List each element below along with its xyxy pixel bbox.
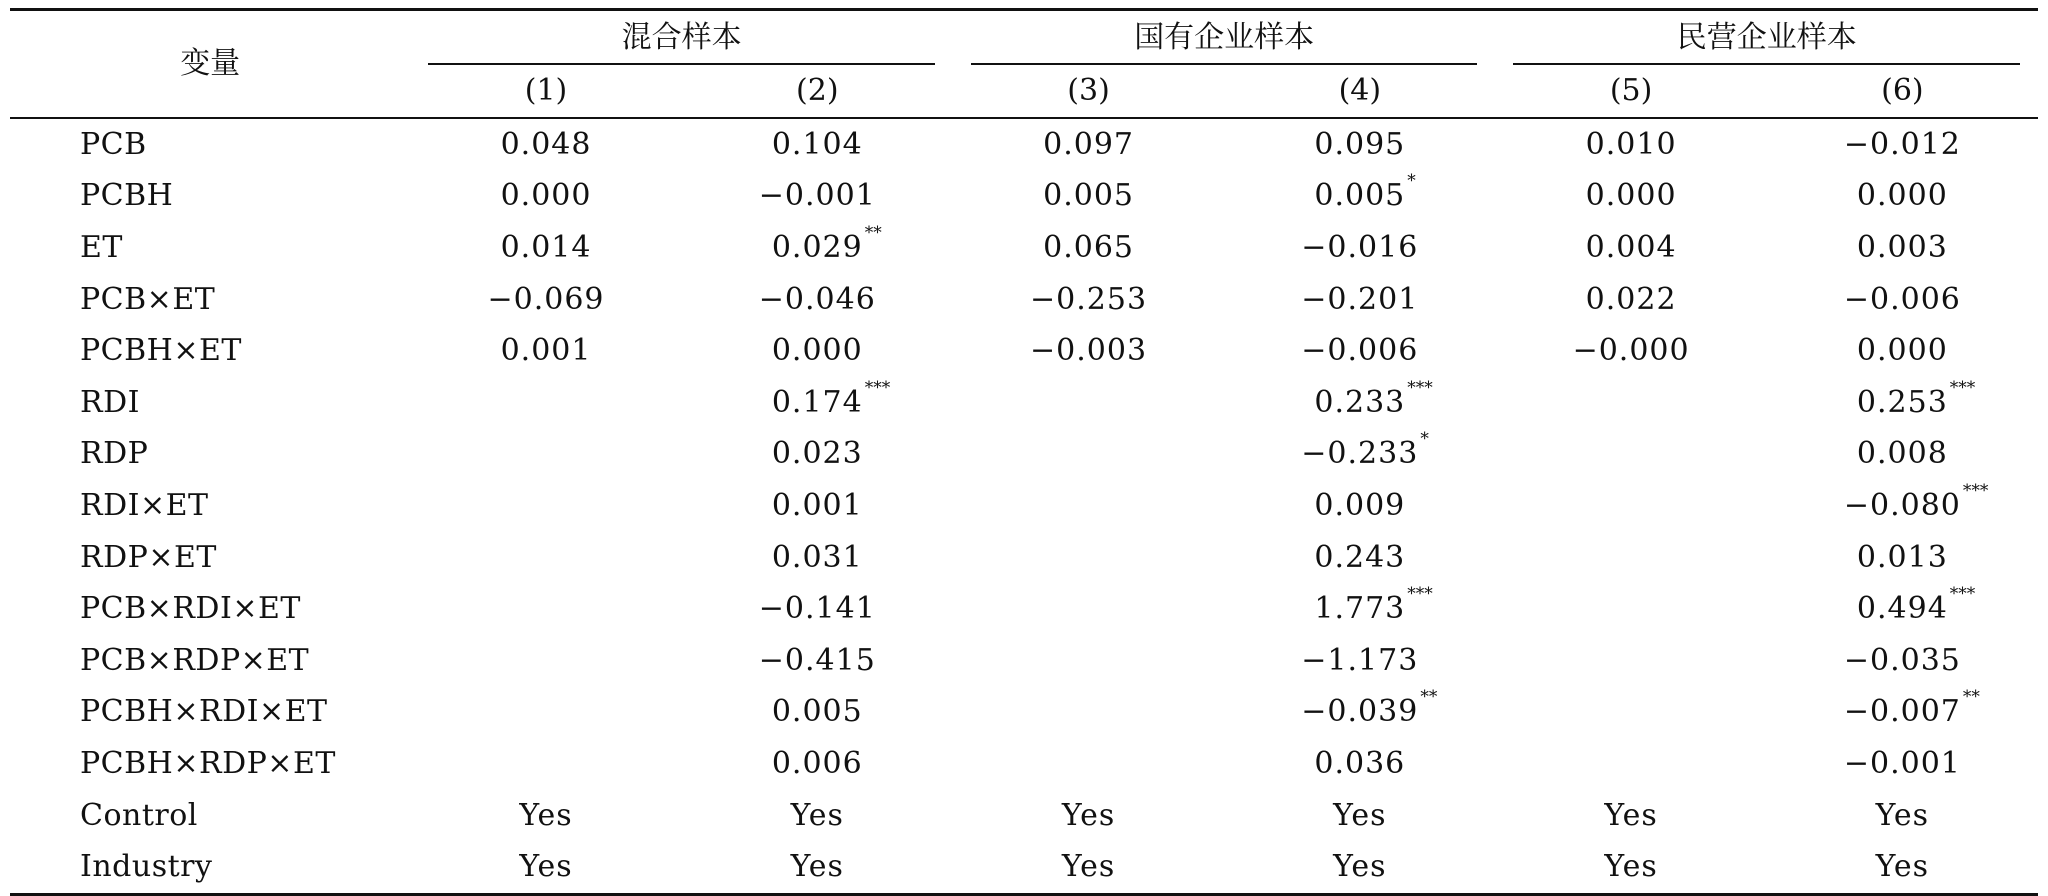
coefficient-value-wrap — [1043, 126, 1134, 162]
coefficient-value-wrap — [771, 333, 863, 369]
coefficient-value-wrap — [1843, 745, 1961, 781]
column-number: (6) — [1767, 65, 2038, 118]
significance-stars: ** — [1962, 687, 1980, 708]
coefficient-value: 0.065 — [1043, 229, 1134, 265]
coefficient-value: Yes — [1604, 849, 1658, 885]
coefficient-value: Yes — [1333, 797, 1387, 833]
coefficient-cell — [682, 118, 953, 171]
coefficient-value-wrap — [1314, 539, 1406, 575]
coefficient-cell — [1224, 790, 1495, 842]
coefficient-value-wrap — [1301, 281, 1419, 317]
table-row — [10, 687, 2038, 739]
coefficient-value: −0.001 — [758, 178, 876, 214]
coefficient-value: 0.104 — [771, 126, 863, 162]
coefficient-cell — [682, 841, 953, 894]
significance-stars: *** — [1407, 584, 1433, 605]
coefficient-value: 0.013 — [1856, 539, 1948, 575]
coefficient-cell — [682, 635, 953, 687]
coefficient-value-wrap — [1301, 687, 1438, 730]
coefficient-cell — [1767, 377, 2038, 429]
coefficient-value: 0.010 — [1585, 126, 1677, 162]
coefficient-cell — [953, 222, 1224, 274]
coefficient-cell — [953, 841, 1224, 894]
coefficient-value: −0.001 — [1843, 745, 1961, 781]
group-header-state-owned — [953, 10, 1496, 66]
coefficient-value: −0.141 — [758, 591, 876, 627]
coefficient-value-wrap — [1030, 333, 1148, 369]
coefficient-cell — [410, 532, 681, 584]
coefficient-cell — [1224, 532, 1495, 584]
coefficient-value-wrap — [1843, 126, 1961, 162]
coefficient-value-wrap — [1856, 178, 1948, 214]
coefficient-value-wrap — [500, 333, 592, 369]
row-variable-label: Control — [80, 797, 198, 833]
coefficient-cell — [1224, 171, 1495, 223]
table-row — [10, 429, 2038, 481]
coefficient-cell — [1495, 480, 1766, 532]
coefficient-cell — [953, 118, 1224, 171]
group-header-pooled-label: 混合样本 — [621, 20, 742, 55]
coefficient-value: 0.003 — [1856, 229, 1948, 265]
column-number: (3) — [953, 65, 1224, 118]
coefficient-value: 0.023 — [771, 436, 863, 472]
coefficient-cell — [682, 325, 953, 377]
row-variable-label: RDI — [80, 384, 140, 420]
coefficient-cell — [1767, 635, 2038, 687]
coefficient-cell — [1767, 532, 2038, 584]
coefficient-value: 0.243 — [1314, 539, 1406, 575]
coefficient-value-wrap — [1604, 849, 1658, 885]
row-variable-label: RDP — [80, 436, 149, 472]
coefficient-value-wrap — [1301, 333, 1419, 369]
group-underline — [1513, 63, 2020, 65]
coefficient-value-wrap — [1301, 429, 1429, 472]
coefficient-cell — [1495, 222, 1766, 274]
row-variable-label: PCBH×RDP×ET — [80, 745, 336, 781]
coefficient-cell — [1767, 274, 2038, 326]
coefficient-cell — [1495, 325, 1766, 377]
coefficient-value: 0.095 — [1314, 126, 1406, 162]
coefficient-value-wrap — [1301, 229, 1419, 265]
coefficient-cell — [1767, 841, 2038, 894]
coefficient-cell — [1224, 377, 1495, 429]
coefficient-cell — [682, 480, 953, 532]
coefficient-cell — [953, 790, 1224, 842]
variable-header: 变量 — [10, 10, 410, 119]
group-header-pooled — [410, 10, 953, 66]
coefficient-cell — [1495, 532, 1766, 584]
coefficient-value: −0.039 — [1301, 694, 1419, 730]
coefficient-value: −0.035 — [1843, 642, 1961, 678]
coefficient-value-wrap — [1856, 436, 1948, 472]
coefficient-cell — [953, 738, 1224, 790]
coefficient-value-wrap — [1856, 584, 1976, 627]
coefficient-value: 0.000 — [1585, 178, 1677, 214]
coefficient-value: 0.000 — [1856, 178, 1948, 214]
coefficient-cell — [682, 532, 953, 584]
coefficient-cell — [410, 377, 681, 429]
coefficient-value: −0.006 — [1301, 333, 1419, 369]
coefficient-value-wrap — [1875, 797, 1930, 833]
table-row — [10, 790, 2038, 842]
coefficient-cell — [682, 687, 953, 739]
coefficient-cell — [1224, 325, 1495, 377]
coefficient-cell — [410, 325, 681, 377]
coefficient-value: 0.008 — [1856, 436, 1948, 472]
coefficient-cell — [682, 274, 953, 326]
regression-table — [10, 8, 2038, 896]
coefficient-cell — [410, 841, 681, 894]
table-row — [10, 532, 2038, 584]
table-body — [10, 118, 2038, 894]
group-header-state-owned-label: 国有企业样本 — [1134, 20, 1315, 55]
coefficient-value: 0.036 — [1314, 745, 1406, 781]
coefficient-cell — [1495, 429, 1766, 481]
coefficient-cell — [410, 635, 681, 687]
coefficient-cell — [1767, 222, 2038, 274]
coefficient-cell — [953, 325, 1224, 377]
coefficient-value-wrap — [1043, 178, 1134, 214]
coefficient-value: 0.009 — [1314, 487, 1406, 523]
coefficient-value: −0.233 — [1301, 436, 1419, 472]
coefficient-value: 0.006 — [771, 745, 863, 781]
coefficient-value: Yes — [1333, 849, 1387, 885]
coefficient-cell — [682, 171, 953, 223]
coefficient-value-wrap — [1856, 539, 1948, 575]
coefficient-value-wrap — [771, 745, 863, 781]
table-row — [10, 480, 2038, 532]
coefficient-value: Yes — [1875, 849, 1930, 885]
coefficient-value-wrap — [1043, 229, 1134, 265]
coefficient-value-wrap — [1061, 797, 1116, 833]
column-number: (4) — [1224, 65, 1495, 118]
coefficient-value-wrap — [500, 229, 592, 265]
coefficient-cell — [410, 274, 681, 326]
coefficient-value-wrap — [790, 797, 844, 833]
coefficient-value: 0.029 — [771, 229, 863, 265]
regression-table-container — [10, 8, 2038, 896]
coefficient-cell — [682, 738, 953, 790]
significance-stars: ** — [864, 222, 882, 243]
significance-stars: *** — [1962, 480, 1989, 501]
coefficient-cell — [1224, 635, 1495, 687]
coefficient-value-wrap — [771, 222, 882, 265]
coefficient-cell — [1224, 583, 1495, 635]
coefficient-value: 0.014 — [500, 229, 592, 265]
coefficient-cell — [410, 790, 681, 842]
coefficient-value: 0.022 — [1585, 281, 1677, 317]
coefficient-value-wrap — [1856, 229, 1948, 265]
coefficient-value: 0.005 — [771, 694, 863, 730]
group-underline — [428, 63, 935, 65]
coefficient-value: 0.005 — [1314, 178, 1406, 214]
coefficient-value: −0.000 — [1572, 333, 1690, 369]
coefficient-value: 0.097 — [1043, 126, 1134, 162]
coefficient-cell — [1224, 222, 1495, 274]
coefficient-cell — [1224, 841, 1495, 894]
coefficient-cell — [1767, 325, 2038, 377]
coefficient-value-wrap — [1856, 377, 1976, 420]
coefficient-value: −0.201 — [1301, 281, 1419, 317]
row-variable-label: RDI×ET — [80, 487, 209, 523]
significance-stars: ** — [1420, 687, 1438, 708]
coefficient-value: 0.001 — [771, 487, 863, 523]
coefficient-cell — [1224, 687, 1495, 739]
coefficient-value: 0.253 — [1856, 384, 1948, 420]
coefficient-cell — [953, 377, 1224, 429]
coefficient-cell — [1495, 841, 1766, 894]
coefficient-cell — [1495, 687, 1766, 739]
coefficient-value-wrap — [1030, 281, 1148, 317]
coefficient-cell — [682, 222, 953, 274]
coefficient-value-wrap — [1843, 687, 1980, 730]
coefficient-cell — [1495, 377, 1766, 429]
row-variable-label: ET — [80, 229, 123, 265]
coefficient-value-wrap — [771, 487, 863, 523]
coefficient-cell — [1767, 480, 2038, 532]
coefficient-value-wrap — [519, 797, 573, 833]
coefficient-value-wrap — [1314, 377, 1433, 420]
coefficient-cell — [682, 583, 953, 635]
coefficient-value-wrap — [771, 126, 863, 162]
coefficient-cell — [953, 583, 1224, 635]
coefficient-value: Yes — [1061, 849, 1116, 885]
coefficient-value-wrap — [771, 694, 863, 730]
coefficient-value-wrap — [500, 178, 592, 214]
coefficient-cell — [1495, 583, 1766, 635]
coefficient-cell — [953, 480, 1224, 532]
row-variable-label: Industry — [10, 841, 410, 894]
coefficient-value: 0.494 — [1856, 591, 1948, 627]
row-variable-label: PCB×RDP×ET — [80, 642, 310, 678]
row-variable-label: PCBH×RDI×ET — [80, 694, 328, 730]
coefficient-value: 0.174 — [771, 384, 863, 420]
table-row — [10, 841, 2038, 894]
coefficient-value-wrap — [1843, 281, 1961, 317]
significance-stars: *** — [864, 377, 891, 398]
table-row — [10, 118, 2038, 171]
coefficient-value: 0.000 — [1856, 333, 1948, 369]
row-variable-label: PCB×RDI×ET — [80, 591, 301, 627]
coefficient-cell — [410, 687, 681, 739]
coefficient-value-wrap — [758, 591, 876, 627]
coefficient-cell — [682, 377, 953, 429]
table-row — [10, 738, 2038, 790]
significance-stars: *** — [1949, 377, 1976, 398]
significance-stars: *** — [1949, 584, 1976, 605]
coefficient-value: −0.415 — [758, 642, 876, 678]
coefficient-value-wrap — [1333, 849, 1387, 885]
coefficient-value: Yes — [519, 849, 573, 885]
coefficient-cell — [682, 790, 953, 842]
row-variable-label: PCBH×ET — [80, 333, 242, 369]
significance-stars: * — [1407, 171, 1416, 192]
column-number: (5) — [1495, 65, 1766, 118]
coefficient-cell — [1767, 583, 2038, 635]
coefficient-value: 0.004 — [1585, 229, 1677, 265]
coefficient-cell — [410, 429, 681, 481]
coefficient-cell — [1495, 790, 1766, 842]
coefficient-cell — [1767, 790, 2038, 842]
coefficient-value-wrap — [1572, 333, 1690, 369]
coefficient-cell — [1224, 480, 1495, 532]
coefficient-cell — [410, 583, 681, 635]
coefficient-cell — [1495, 738, 1766, 790]
coefficient-cell — [1767, 687, 2038, 739]
coefficient-value: −0.007 — [1843, 694, 1961, 730]
table-row — [10, 583, 2038, 635]
coefficient-value-wrap — [758, 281, 876, 317]
coefficient-value-wrap — [1604, 797, 1658, 833]
coefficient-value-wrap — [1875, 849, 1930, 885]
coefficient-cell — [953, 274, 1224, 326]
coefficient-value-wrap — [487, 281, 605, 317]
coefficient-value: −0.016 — [1301, 229, 1419, 265]
coefficient-value: −1.173 — [1301, 642, 1419, 678]
table-header — [10, 10, 2038, 119]
coefficient-cell — [1767, 118, 2038, 171]
coefficient-value-wrap — [1843, 480, 1989, 523]
coefficient-value: 0.000 — [771, 333, 863, 369]
coefficient-cell — [1495, 635, 1766, 687]
coefficient-cell — [410, 222, 681, 274]
coefficient-cell — [1767, 429, 2038, 481]
table-row — [10, 635, 2038, 687]
coefficient-value-wrap — [1314, 126, 1406, 162]
coefficient-value: 0.005 — [1043, 178, 1134, 214]
coefficient-cell — [953, 635, 1224, 687]
coefficient-value-wrap — [771, 539, 863, 575]
coefficient-value: −0.046 — [758, 281, 876, 317]
column-number: (1) — [410, 65, 681, 118]
coefficient-value-wrap — [519, 849, 573, 885]
coefficient-value: −0.003 — [1030, 333, 1148, 369]
coefficient-value-wrap — [758, 642, 876, 678]
group-header-row — [10, 10, 2038, 66]
table-row — [10, 325, 2038, 377]
coefficient-value: Yes — [1875, 797, 1930, 833]
group-underline — [971, 63, 1478, 65]
coefficient-value-wrap — [1061, 849, 1116, 885]
coefficient-cell — [1495, 274, 1766, 326]
coefficient-value-wrap — [1585, 178, 1677, 214]
row-variable-label: RDP×ET — [80, 539, 217, 575]
coefficient-value-wrap — [1314, 584, 1433, 627]
column-number: (2) — [682, 65, 953, 118]
coefficient-value: Yes — [790, 797, 844, 833]
table-row — [10, 222, 2038, 274]
coefficient-cell — [410, 480, 681, 532]
coefficient-cell — [953, 171, 1224, 223]
coefficient-value-wrap — [1314, 745, 1406, 781]
row-variable-label: PCB×ET — [80, 281, 216, 317]
coefficient-value: 1.773 — [1314, 591, 1406, 627]
coefficient-value-wrap — [790, 849, 844, 885]
coefficient-cell — [1224, 274, 1495, 326]
coefficient-value: Yes — [1604, 797, 1658, 833]
coefficient-cell — [1767, 171, 2038, 223]
coefficient-value-wrap — [771, 436, 863, 472]
coefficient-value: Yes — [1061, 797, 1116, 833]
coefficient-cell — [1224, 118, 1495, 171]
table-row — [10, 377, 2038, 429]
table-row — [10, 171, 2038, 223]
coefficient-value: −0.006 — [1843, 281, 1961, 317]
coefficient-value: 0.233 — [1314, 384, 1406, 420]
coefficient-value: −0.069 — [487, 281, 605, 317]
coefficient-cell — [410, 118, 681, 171]
coefficient-value-wrap — [1585, 281, 1677, 317]
row-variable-label: PCB — [80, 126, 147, 162]
coefficient-cell — [953, 532, 1224, 584]
coefficient-cell — [410, 171, 681, 223]
coefficient-value: Yes — [519, 797, 573, 833]
row-variable-label: PCBH — [80, 178, 174, 214]
coefficient-cell — [953, 429, 1224, 481]
coefficient-cell — [682, 429, 953, 481]
coefficient-value: 0.001 — [500, 333, 592, 369]
coefficient-value-wrap — [1843, 642, 1961, 678]
significance-stars: * — [1420, 429, 1429, 450]
coefficient-value-wrap — [500, 126, 592, 162]
coefficient-value: −0.080 — [1843, 487, 1961, 523]
coefficient-value: −0.012 — [1843, 126, 1961, 162]
coefficient-cell — [1495, 171, 1766, 223]
significance-stars: *** — [1407, 377, 1433, 398]
coefficient-cell — [1495, 118, 1766, 171]
coefficient-value-wrap — [1301, 642, 1419, 678]
coefficient-cell — [1224, 738, 1495, 790]
coefficient-value-wrap — [1314, 487, 1406, 523]
coefficient-value: Yes — [790, 849, 844, 885]
coefficient-value-wrap — [1585, 229, 1677, 265]
coefficient-value: 0.031 — [771, 539, 863, 575]
coefficient-cell — [953, 687, 1224, 739]
coefficient-cell — [1767, 738, 2038, 790]
coefficient-value-wrap — [758, 178, 876, 214]
table-row — [10, 274, 2038, 326]
coefficient-value: −0.253 — [1030, 281, 1148, 317]
coefficient-cell — [410, 738, 681, 790]
coefficient-value-wrap — [1333, 797, 1387, 833]
coefficient-value-wrap — [1314, 171, 1416, 214]
group-header-private-label: 民营企业样本 — [1676, 20, 1857, 55]
group-header-private — [1495, 10, 2038, 66]
coefficient-cell — [1224, 429, 1495, 481]
coefficient-value: 0.048 — [500, 126, 592, 162]
coefficient-value: 0.000 — [500, 178, 592, 214]
coefficient-value-wrap — [1856, 333, 1948, 369]
coefficient-value-wrap — [1585, 126, 1677, 162]
coefficient-value-wrap — [771, 377, 891, 420]
